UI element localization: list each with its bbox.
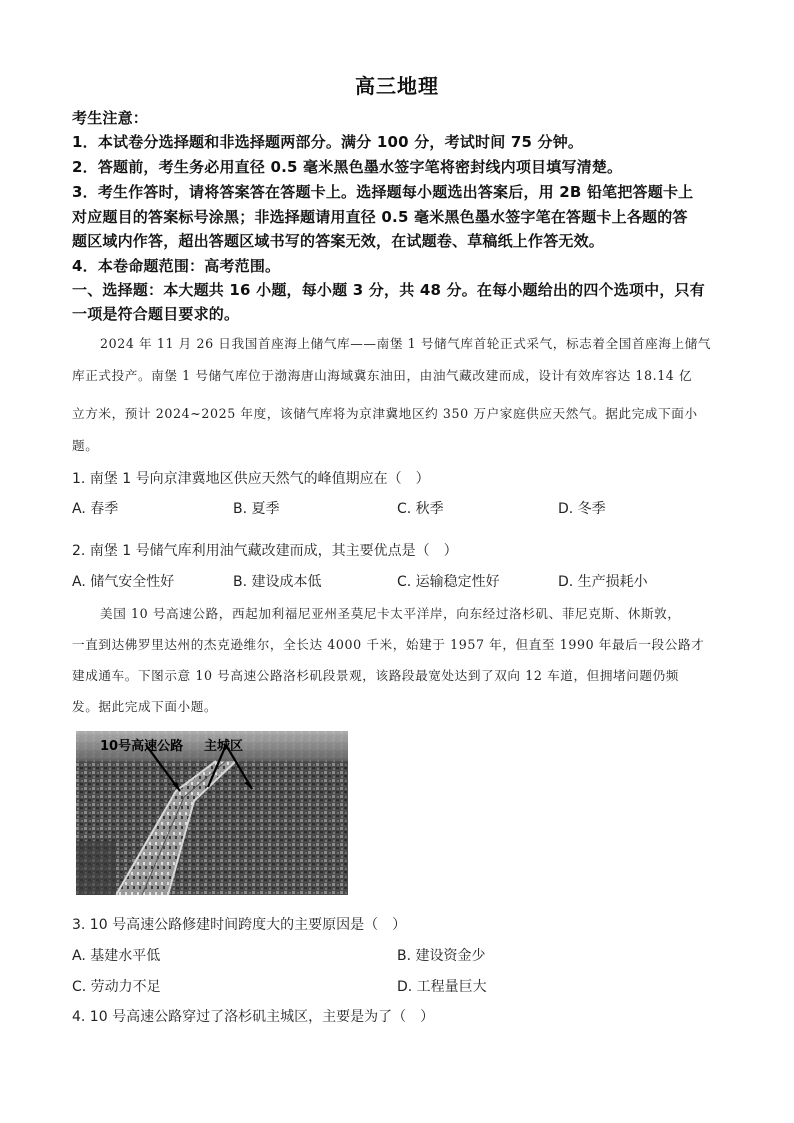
q3-stem: 3. 10 号高速公路修建时间跨度大的主要原因是（ ） <box>72 917 407 933</box>
passage1-line-2: 库正式投产。南堡 1 号储气库位于渤海唐山海域冀东油田，由油气藏改建而成，设计有效库容达 18.14 亿 <box>72 368 693 383</box>
section-heading-line-2: 一项是符合题目要求的。 <box>72 305 240 323</box>
highway-photo-drawing <box>76 731 348 895</box>
passage2-line-2: 一直到达佛罗里达州的杰克逊维尔，全长达 4000 千米，始建于 1957 年，但直至 1990 年最后一段公路才 <box>72 637 705 652</box>
q2-option-c: C. 运输稳定性好 <box>397 574 500 590</box>
passage1-line-1: 2024 年 11 月 26 日我国首座海上储气库——南堡 1 号储气库首轮正式采气，标志着全国首座海上储气 <box>100 336 712 351</box>
notice-line-5: 题区域内作答，超出答题区域书写的答案无效，在试题卷、草稿纸上作答无效。 <box>72 232 605 250</box>
notice-heading: 考生注意： <box>72 109 149 127</box>
q1-option-c: C. 秋季 <box>397 501 444 517</box>
q1-option-a: A. 春季 <box>72 501 119 517</box>
q1-stem: 1. 南堡 1 号向京津冀地区供应天然气的峰值期应在（ ） <box>72 471 430 487</box>
page-title: 高三地理 <box>355 74 439 98</box>
q3-option-c: C. 劳动力不足 <box>72 979 161 995</box>
section-heading-line-1: 一、选择题：本大题共 16 小题，每小题 3 分，共 48 分。在每小题给出的四个选项中，只有 <box>72 281 705 299</box>
photo-label-city: 主城区 <box>204 739 244 754</box>
q2-stem: 2. 南堡 1 号储气库利用油气藏改建而成，其主要优点是（ ） <box>72 543 458 559</box>
q3-option-a: A. 基建水平低 <box>72 948 161 964</box>
notice-line-1: 1．本试卷分选择题和非选择题两部分。满分 100 分，考试时间 75 分钟。 <box>72 133 584 151</box>
passage2-line-3: 建成通车。下图示意 10 号高速公路洛杉矶段景观，该路段最宽处达到了双向 12 车道，但拥堵问题仍频 <box>72 668 679 683</box>
q3-option-d: D. 工程量巨大 <box>397 979 487 995</box>
passage2-line-1: 美国 10 号高速公路，西起加利福尼亚州圣莫尼卡太平洋岸，向东经过洛杉矶、菲尼克斯、休斯敦， <box>100 606 681 621</box>
passage1-line-3: 立方米，预计 2024~2025 年度，该储气库将为京津冀地区约 350 万户家庭供应天然气。据此完成下面小 <box>72 406 698 421</box>
notice-line-6: 4．本卷命题范围：高考范围。 <box>72 257 281 275</box>
notice-line-2: 2．答题前，考生务必用直径 0.5 毫米黑色墨水签字笔将密封线内项目填写清楚。 <box>72 158 623 176</box>
q2-option-d: D. 生产损耗小 <box>558 574 648 590</box>
notice-line-4: 对应题目的答案标号涂黑；非选择题请用直径 0.5 毫米黑色墨水签字笔在答题卡上各题的答 <box>72 208 688 226</box>
notice-line-3: 3．考生作答时，请将答案答在答题卡上。选择题每小题选出答案后，用 2B 铅笔把答题卡上 <box>72 183 694 201</box>
q3-option-b: B. 建设资金少 <box>397 948 486 964</box>
q4-stem: 4. 10 号高速公路穿过了洛杉矶主城区，主要是为了（ ） <box>72 1009 435 1025</box>
q2-option-a: A. 储气安全性好 <box>72 574 175 590</box>
highway-photo <box>76 731 348 895</box>
photo-label-highway: 10号高速公路 <box>100 739 184 754</box>
passage1-line-4: 题。 <box>72 438 99 453</box>
q1-option-d: D. 冬季 <box>558 501 606 517</box>
passage2-line-4: 发。据此完成下面小题。 <box>72 699 218 714</box>
q2-option-b: B. 建设成本低 <box>233 574 322 590</box>
q1-option-b: B. 夏季 <box>233 501 280 517</box>
